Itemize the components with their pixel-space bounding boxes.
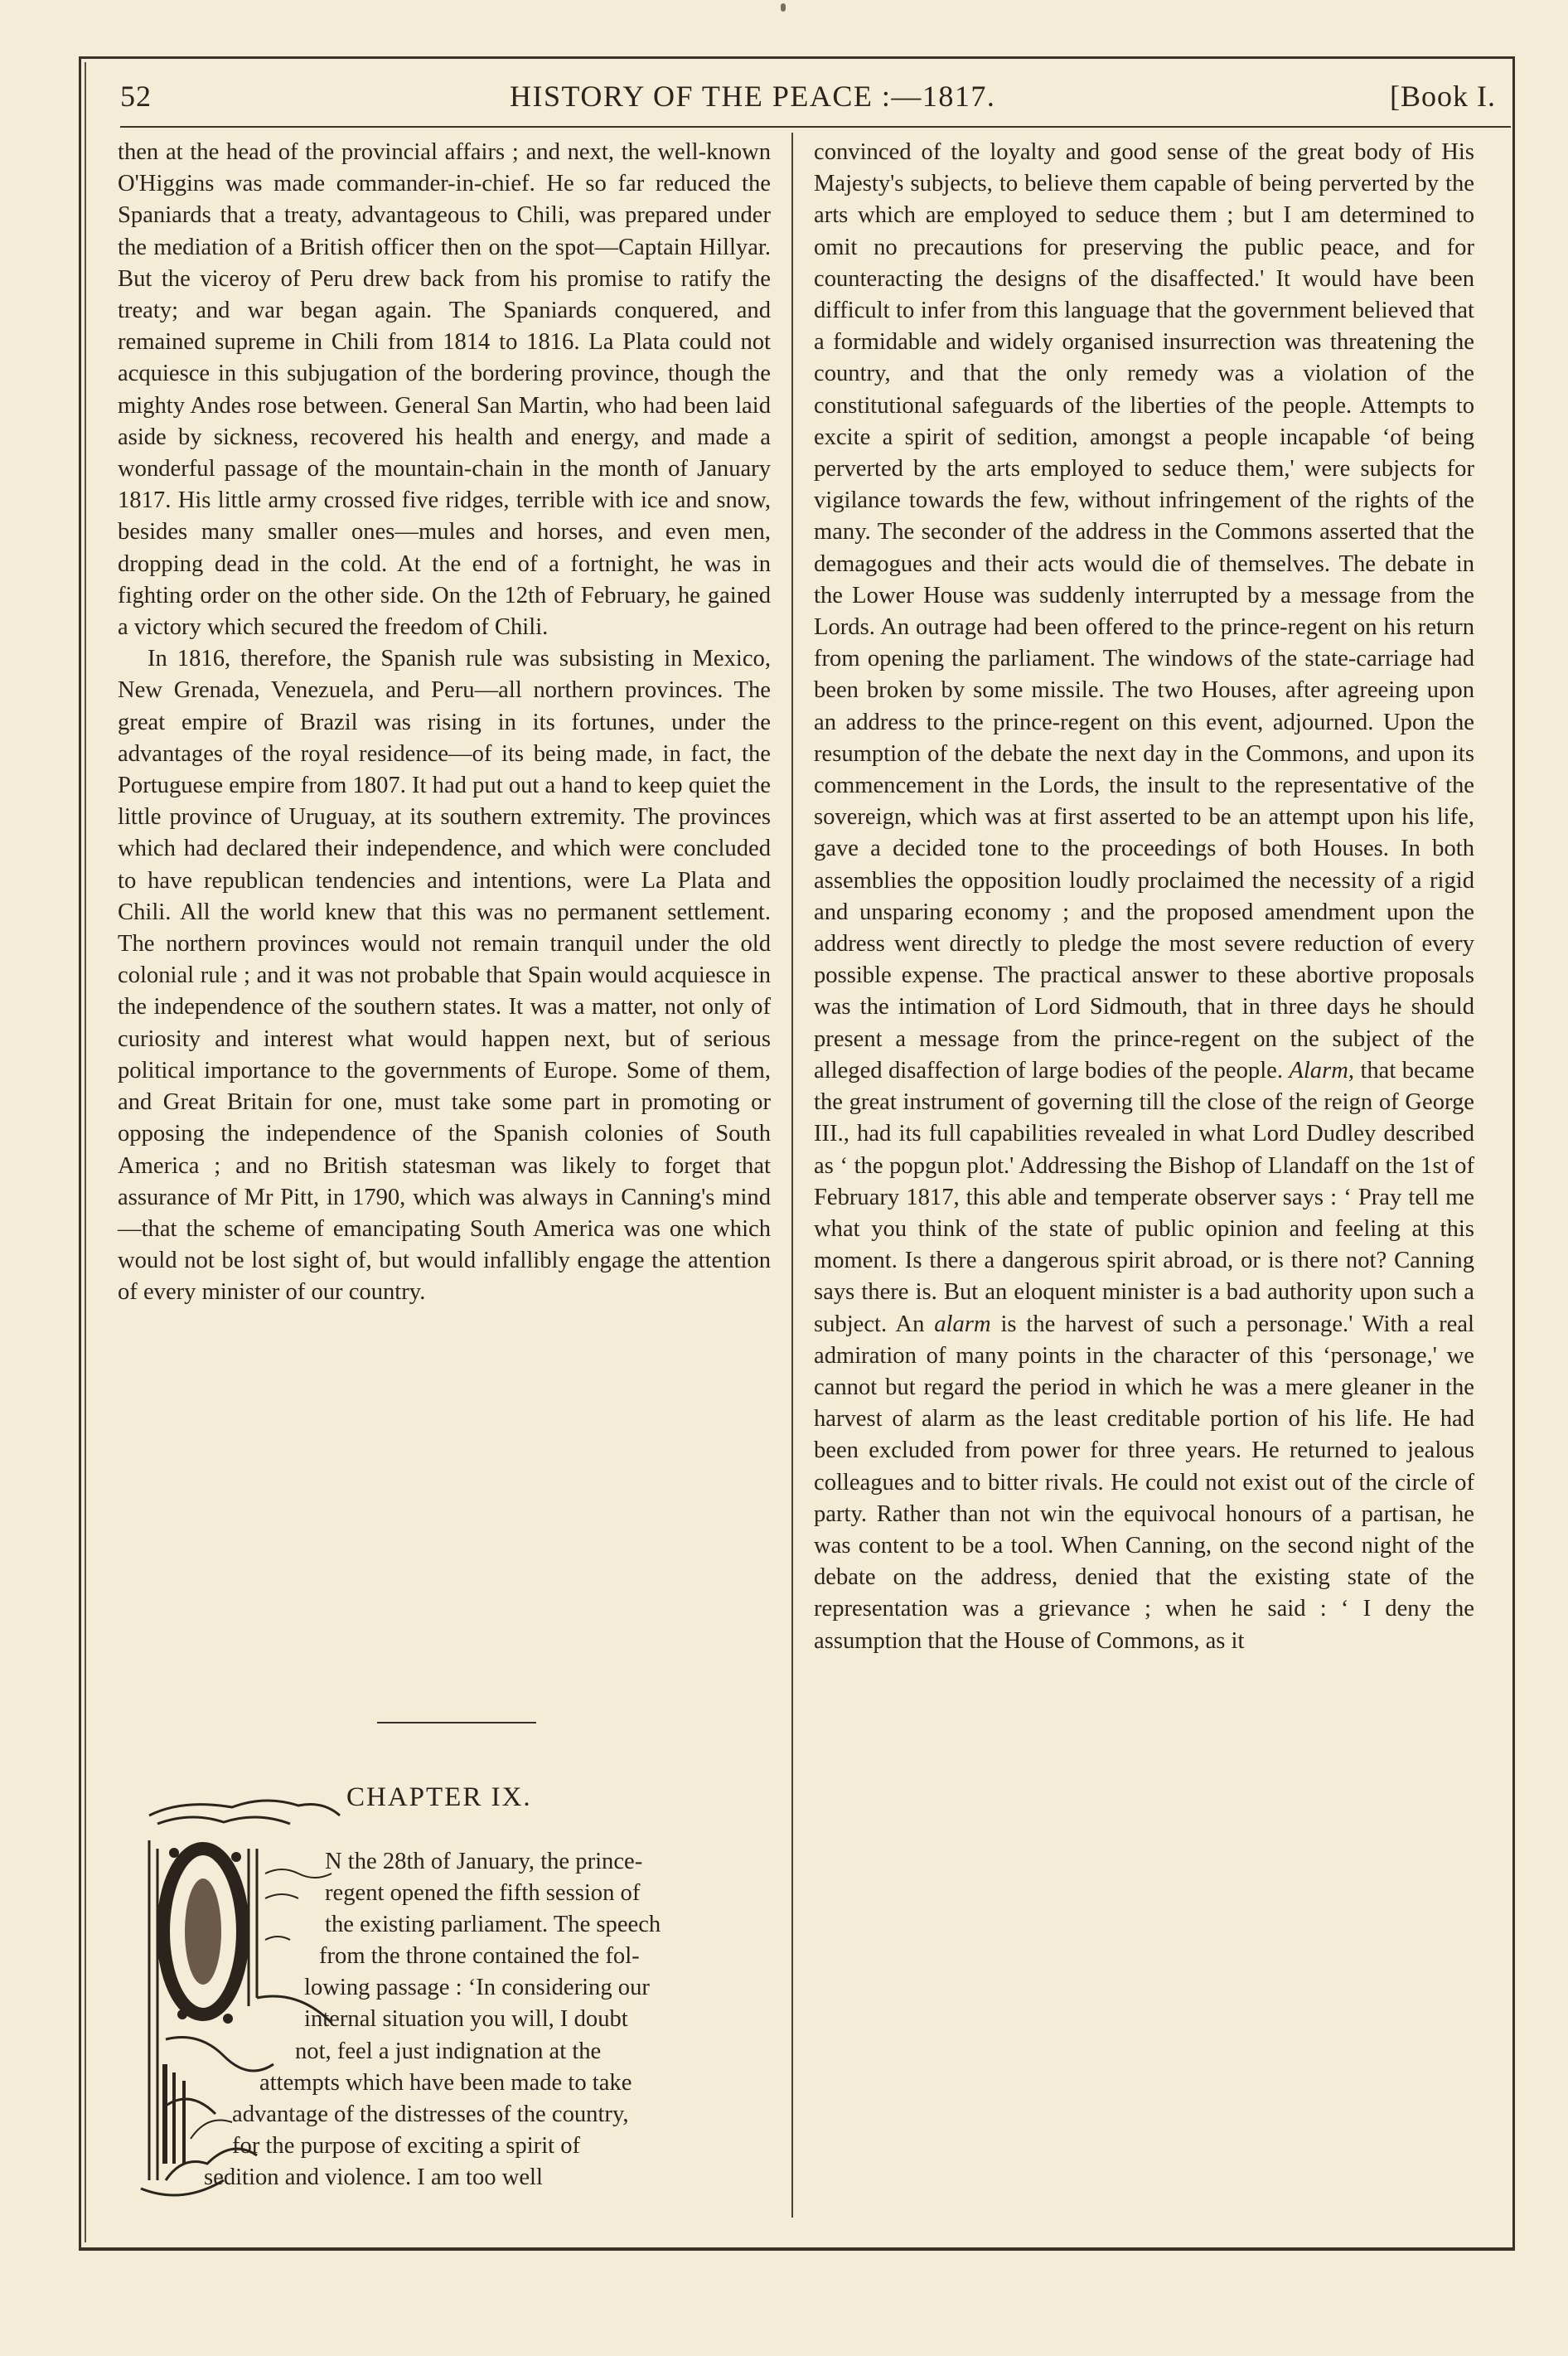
paragraph-spanish-rule: In 1816, therefore, the Spanish rule was subsisting in Mexico, New Grenada, Venezuela, and Peru—all northern provinces. The great empire of Brazil was rising in its fortunes, under the advantages of the royal residence—of its being made, in fact, the Portuguese empire from 1807. It had put out a hand to keep quiet the little province of Uruguay, at its southern extremity. The provinces which had declared their independence, and which were concluded to have republican tendencies and intentions, were La Plata and Chili. All the world knew that this was no permanent settlement. The northern provinces would not remain tranquil under the old colonial rule ; and it was not probable that Spain would acquiesce in the independence of the southern states. It was a matter, not only of curiosity and interest what would happen next, but of serious political importance to the governments of Europe. Some of them, and Great Britain for one, must take some part in promoting or opposing the independence of the Spanish colonies of South America ; and no British statesman was likely to forget that assurance of Mr Pitt, in 1790, which was always in Canning's mind—that the scheme of emancipating South America was one which would not be lost sight of, but would infallibly engage the attention of every minister of our country. <box>118 646 771 1306</box>
chapter-line: internal situation you will, I doubt <box>304 2006 628 2032</box>
running-title: HISTORY OF THE PEACE :—1817. <box>510 80 996 113</box>
chapter-line: lowing passage : ‘In considering our <box>304 1975 650 2000</box>
text-run: that became the great instrument of governing till the close of the reign of George III., had its full capabilities revealed in what Lord Dudley described as ‘ the popgun plot.' Addressing the Bishop of Llandaff on the 1st of February 1817, this able and temperate observer says : ‘ Pray tell me what you think of the state of public opinion and feeling at this moment. Is there a dangerous spirit abroad, or is there not? Canning says there is. But an eloquent minister is a bad authority upon such a subject. An <box>814 1057 1475 1337</box>
chapter-line: the existing parliament. The speech <box>325 1912 661 1937</box>
page-border-inner-line <box>85 62 86 2242</box>
section-separator-rule <box>377 1722 536 1723</box>
italic-alarm: alarm <box>934 1311 991 1337</box>
text-run: is the harvest of such a personage.' With a real admiration of many points in the character of this ‘personage,' we cannot but regard the period in which he was a mere gleaner in the harvest of alarm as the least creditable portion of his life. He had been excluded from power for three years. He returned to jealous colleagues and to bitter rivals. He could not exist out of the circle of party. Rather than not win the equivocal honours of a partisan, he was content to be a tool. When Canning, on the second night of the debate on the address, denied that the existing state of the representation was a grievance ; when he said : ‘ I deny the assumption that the House of Commons, as it <box>814 1311 1474 1654</box>
header-rule <box>120 126 1511 128</box>
right-column <box>814 137 1474 1657</box>
page-number: 52 <box>120 80 152 113</box>
text-run: convinced of the loyalty and good sense of the great body of His Majesty's subjects, to believe them capable of being perverted by the arts which are employed to seduce them ; but I am determined to omit no precautions for preserving the public peace, and for counteracting the designs of the disaffected.' It would have been difficult to infer from this language that the government believed that a formidable and widely organised insurrection was threatening the country, and that the only remedy was a violation of the constitutional safeguards of the liberties of the people. Attempts to excite a spirit of sedition, amongst a people incapable ‘of being perverted by the arts employed to seduce them,' were subjects for vigilance towards the few, without infringement of the rights of the many. The seconder of the address in the Commons asserted that the demagogues and their acts would die of themselves. The debate in the Lower House was suddenly interrupted by a message from the Lords. An outrage had been offered to the prince-regent on his return from opening the parliament. The windows of the state-carriage had been broken by some missile. The two Houses, after agreeing upon an address to the prince-regent on this event, adjourned. Upon the resumption of the debate the next day in the Commons, and upon its commencement in the Lords, the insult to the representative of the sovereign, which was at first asserted to be an attempt upon his life, gave a decided tone to the proceedings of both Houses. In both assemblies the opposition loudly proclaimed the necessity of a rigid and unsparing economy ; and the proposed amendment upon the address went directly to pledge the most severe reduction of every possible expense. The practical answer to these abortive proposals was the intimation of Lord Sidmouth, that in three days he should present a message from the prince-regent on the subject of the alleged disaffection of large bodies of the people. <box>814 139 1474 1083</box>
column-divider <box>791 133 793 2218</box>
chapter-line: sedition and violence. I am too well <box>204 2165 543 2190</box>
paragraph-chili: then at the head of the provincial affairs ; and next, the well-known O'Higgins was made commander-in-chief. He so far reduced the Spaniards that a treaty, advantageous to Chili, was prepared under the mediation of a British officer then on the spot—Captain Hillyar. But the viceroy of Peru drew back from his promise to ratify the treaty; and war began again. The Spaniards conquered, and remained supreme in Chili from 1814 to 1816. La Plata could not acquiesce in this subjugation of the bordering province, though the mighty Andes rose between. General San Martin, who had been laid aside by sickness, recovered his health and energy, and made a wonderful passage of the mountain-chain in the month of January 1817. His little army crossed five ridges, terrible with ice and snow, besides many smaller ones—mules and horses, and even men, dropping dead in the cold. At the end of a fortnight, he was in fighting order on the other side. On the 12th of February, he gained a victory which secured the freedom of Chili. <box>118 139 771 641</box>
paragraph-debate <box>814 137 1474 1657</box>
chapter-heading: CHAPTER IX. <box>346 1782 532 1812</box>
chapter-line: from the throne contained the fol- <box>319 1943 640 1969</box>
chapter-line: not, feel a just indignation at the <box>295 2038 602 2064</box>
chapter-line: advantage of the distresses of the country, <box>232 2101 629 2127</box>
left-column <box>118 137 771 1309</box>
italic-alarm: Alarm, <box>1289 1057 1355 1083</box>
book-reference: [Book I. <box>1390 80 1496 113</box>
page-speck <box>781 3 786 12</box>
chapter-line: N the 28th of January, the prince- <box>325 1849 643 1874</box>
running-header <box>120 79 1496 127</box>
chapter-line: attempts which have been made to take <box>259 2070 632 2096</box>
bottom-border <box>79 2248 1515 2251</box>
chapter-line: regent opened the fifth session of <box>325 1880 641 1906</box>
chapter-line: for the purpose of exciting a spirit of <box>232 2133 581 2159</box>
